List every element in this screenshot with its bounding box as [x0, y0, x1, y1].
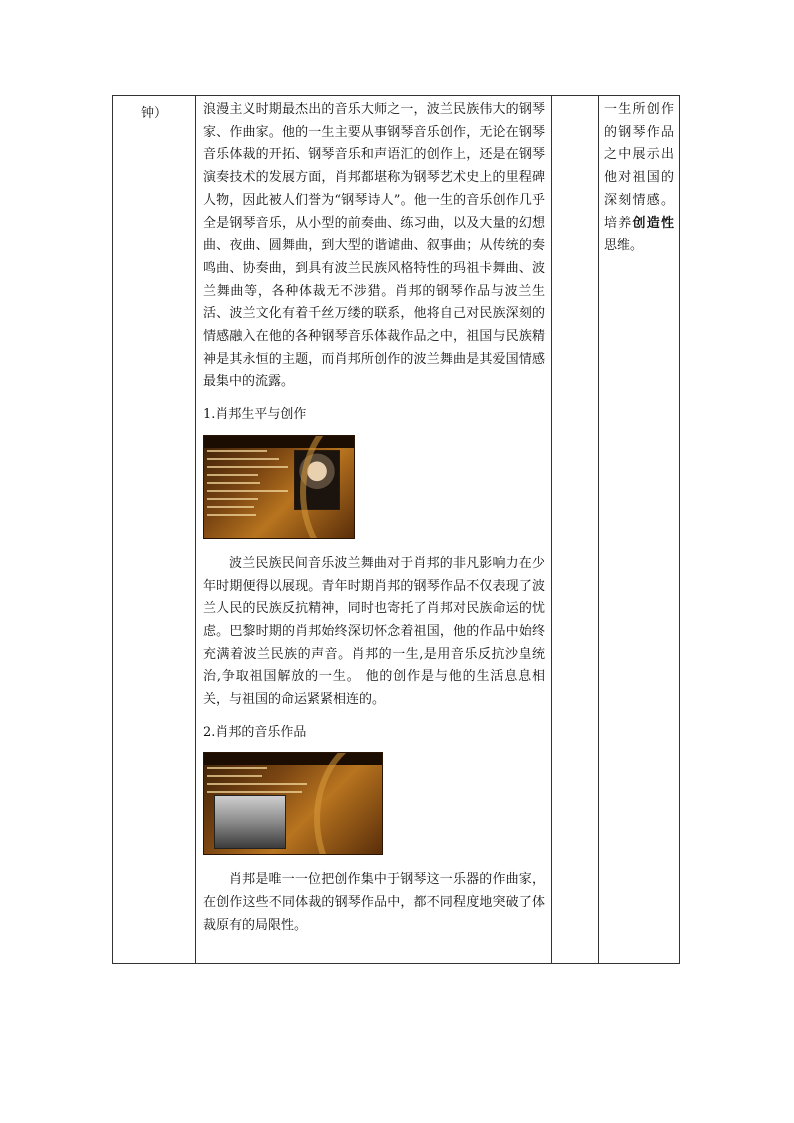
lesson-table: [112, 95, 680, 964]
goal-text-end: 思维。: [604, 238, 644, 254]
time-cell: [113, 96, 195, 121]
works-paragraph: 肖邦是唯一一位把创作集中于钢琴这一乐器的作曲家，在创作这些不同体裁的钢琴作品中，都不同程度地突破了体裁原有的局限性。: [203, 872, 545, 933]
violin-curve-decoration: [314, 752, 383, 855]
time-cell-text: 钟）: [140, 106, 167, 121]
slide-text-lines: [207, 450, 292, 522]
goal-text-bold: 创造: [632, 215, 661, 231]
section-heading-biography: 1.肖邦生平与创作: [203, 407, 307, 423]
section-heading-works: 2.肖邦的音乐作品: [203, 724, 307, 740]
goal-text: 一生所创作的钢琴作品之中展示出他对祖国的深刻情感。培养: [604, 102, 674, 231]
goal-cell: [598, 96, 680, 258]
violin-curve-decoration: [300, 435, 355, 539]
content-cell: [195, 96, 551, 938]
biography-paragraph: 波兰民族民间音乐波兰舞曲对于肖邦的非凡影响力在少年时期便得以展现。青年时期肖邦的钢琴作品不仅表现了波兰人民的民族反抗精神，同时也寄托了肖邦对民族命运的忧虑。巴黎时期的肖邦始终深切怀念着祖国，他的作品中始终充满着波兰民族的声音。肖邦的一生,是用音乐反抗沙皇统治,争取祖国解放的一生。 他的创作是与他的生活息息相关，与祖国的命运紧紧相连的。: [203, 555, 545, 708]
slide-image-biography: [203, 435, 355, 539]
historical-photo: [214, 795, 286, 849]
column-divider: [551, 96, 552, 963]
slide-image-works: [203, 752, 383, 855]
goal-text-bold: 性: [660, 215, 674, 231]
intro-paragraph: 浪漫主义时期最杰出的音乐大师之一，波兰民族伟大的钢琴家、作曲家。他的一生主要从事钢琴音乐创作，无论在钢琴音乐体裁的开拓、钢琴音乐和声语汇的创作上，还是在钢琴演奏技术的发展方面，肖邦都堪称为钢琴艺术史上的里程碑人物，因此被人们誉为“钢琴诗人”。他一生的音乐创作几乎全是钢琴音乐，从小型的前奏曲、练习曲，以及大量的幻想曲、夜曲、圆舞曲，到大型的谐谑曲、叙事曲；从传统的奏鸣曲、协奏曲，到具有波兰民族风格特性的玛祖卡舞曲、波兰舞曲等，各种体裁无不涉猎。肖邦的钢琴作品与波兰生活、波兰文化有着千丝万缕的联系，他将自己对民族深刻的情感融入在他的各种钢琴音乐体裁作品之中，祖国与民族精神是其永恒的主题，而肖邦所创作的波兰舞曲是其爱国情感最集中的流露。: [203, 102, 545, 390]
